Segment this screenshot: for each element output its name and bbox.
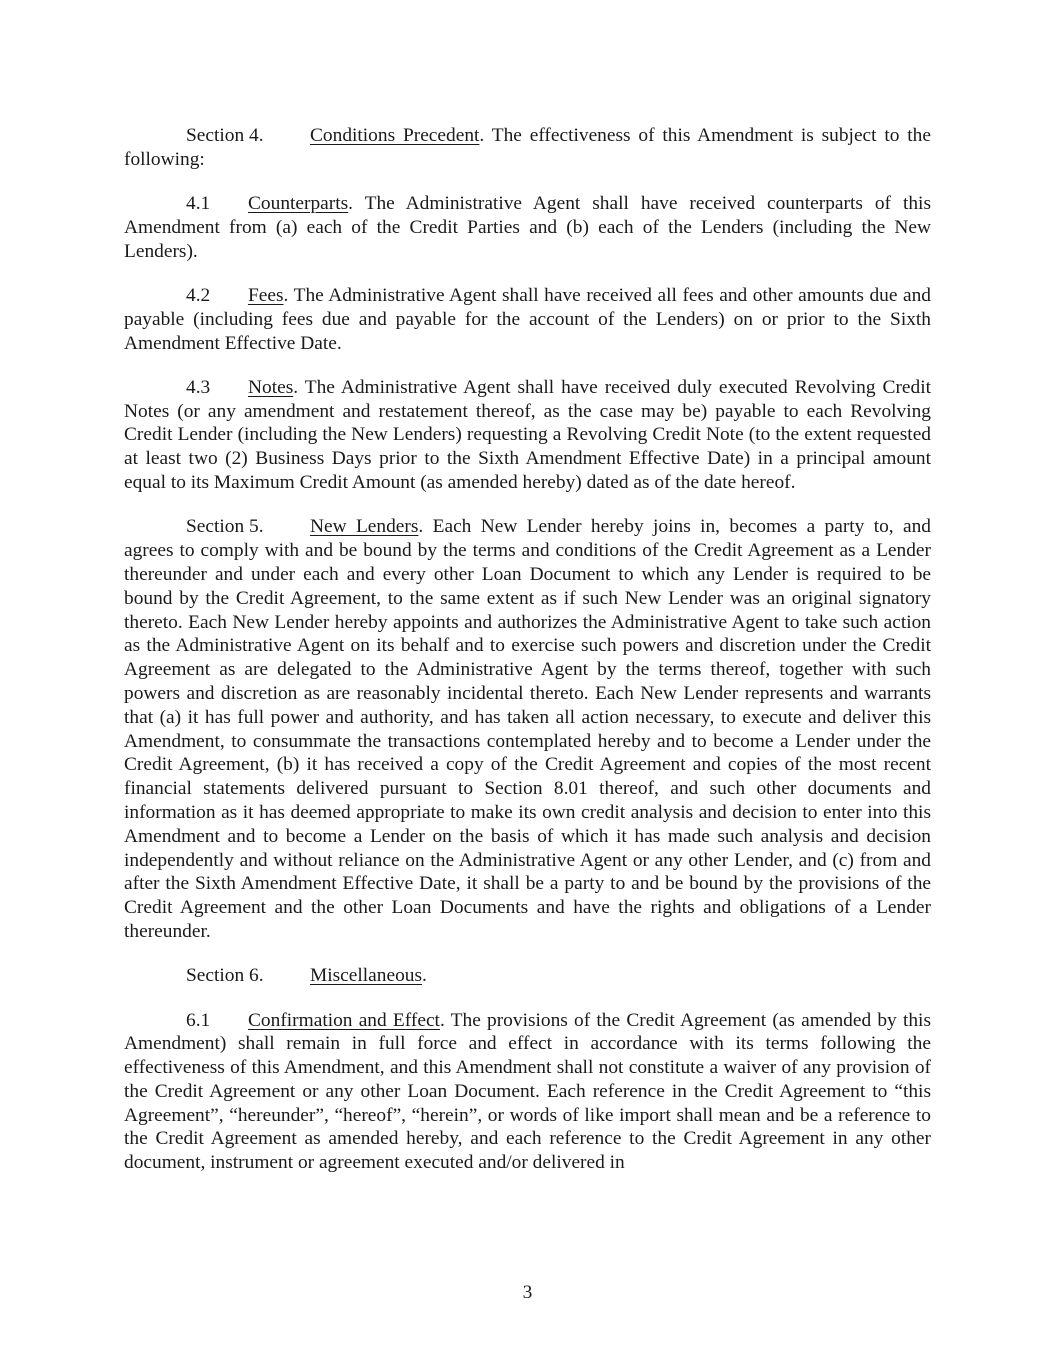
section-5-paragraph: [124, 515, 931, 943]
clause-number: 4.2: [186, 284, 211, 306]
document-page: [124, 124, 931, 1196]
section-4-paragraph: [124, 124, 931, 172]
clause-text: . The Administrative Agent shall have received all fees and other amounts due and payable (including fees due and payable for the account of the Lenders) on or prior to the Sixth Amendment Effective Date.: [124, 284, 931, 354]
clause-text: . The Administrative Agent shall have received duly executed Revolving Credit Notes (or any amendment and restatement thereof, as the case may be) payable to each Revolving Credit Lender (including the New Lenders) requesting a Revolving Credit Note (to the extent requested at least two (2) Business Days prior to the Sixth Amendment Effective Date) in a principal amount equal to its Maximum Credit Amount (as amended hereby) dated as of the date hereof.: [124, 376, 931, 494]
section-text: . Each New Lender hereby joins in, becomes a party to, and agrees to comply with and be bound by the terms and conditions of the Credit Agreement as a Lender thereunder and under each and every other Loan Document to which any Lender is required to be bound by the Credit Agreement, to the same extent as if such New Lender was an original signatory thereto. Each New Lender hereby appoints and authorizes the Administrative Agent to take such action as the Administrative Agent on its behalf and to exercise such powers and discretion under the Credit Agreement as are delegated to the Administrative Agent by the terms thereof, together with such powers and discretion as are reasonably incidental thereto. Each New Lender represents and warrants that (a) it has full power and authority, and has taken all action necessary, to execute and deliver this Amendment, to consummate the transactions contemplated hereby and to become a Lender under the Credit Agreement, (b) it has received a copy of the Credit Agreement and copies of the most recent financial statements delivered pursuant to Section 8.01 thereof, and such other documents and information as it has deemed appropriate to make its own credit analysis and decision to enter into this Amendment and to become a Lender on the basis of which it has made such analysis and decision independently and without reliance on the Administrative Agent or any other Lender, and (c) from and after the Sixth Amendment Effective Date, it shall be a party to and be bound by the provisions of the Credit Agreement and the other Loan Documents and have the rights and obligations of a Lender thereunder.: [124, 516, 931, 942]
section-heading: Miscellaneous: [310, 965, 423, 987]
section-number: Section 4.: [186, 125, 264, 146]
clause-number: 4.1: [186, 193, 211, 215]
clause-number: 6.1: [186, 1009, 211, 1031]
clause-heading: Notes: [248, 376, 294, 398]
page-number: 3: [522, 1282, 533, 1303]
section-6-paragraph: [124, 964, 931, 988]
clause-heading: Fees: [248, 284, 284, 306]
clause-4-2-paragraph: [124, 284, 931, 355]
clause-heading: Counterparts: [248, 193, 349, 215]
clause-4-3-paragraph: [124, 376, 931, 495]
clause-text: . The Administrative Agent shall have received counterparts of this Amendment from (a) each of the Credit Parties and (b) each of the Lenders (including the New Lenders).: [124, 193, 931, 262]
clause-6-1-paragraph: [124, 1009, 931, 1176]
section-number: Section 6.: [186, 965, 264, 987]
clause-text: . The provisions of the Credit Agreement (as amended by this Amendment) shall remain in full force and effect in accordance with its terms following the effectiveness of this Amendment, and this Amendment shall not constitute a waiver of any provision of the Credit Agreement or any other Loan Document. Each reference in the Credit Agreement to “this Agreement”, “hereunder”, “hereof”, “herein”, or words of like import shall mean and be a reference to the Credit Agreement as amended hereby, and each reference to the Credit Agreement in any other document, instrument or agreement executed and/or delivered in: [124, 1009, 931, 1174]
section-heading: Conditions Precedent: [310, 125, 480, 146]
clause-number: 4.3: [186, 376, 211, 398]
clause-4-1-paragraph: [124, 192, 931, 263]
section-text: .: [422, 965, 427, 987]
section-heading: New Lenders: [310, 516, 419, 538]
clause-heading: Confirmation and Effect: [248, 1009, 440, 1031]
section-number: Section 5.: [186, 516, 264, 538]
section-text: . The effectiveness of this Amendment is subject to the following:: [124, 125, 931, 170]
